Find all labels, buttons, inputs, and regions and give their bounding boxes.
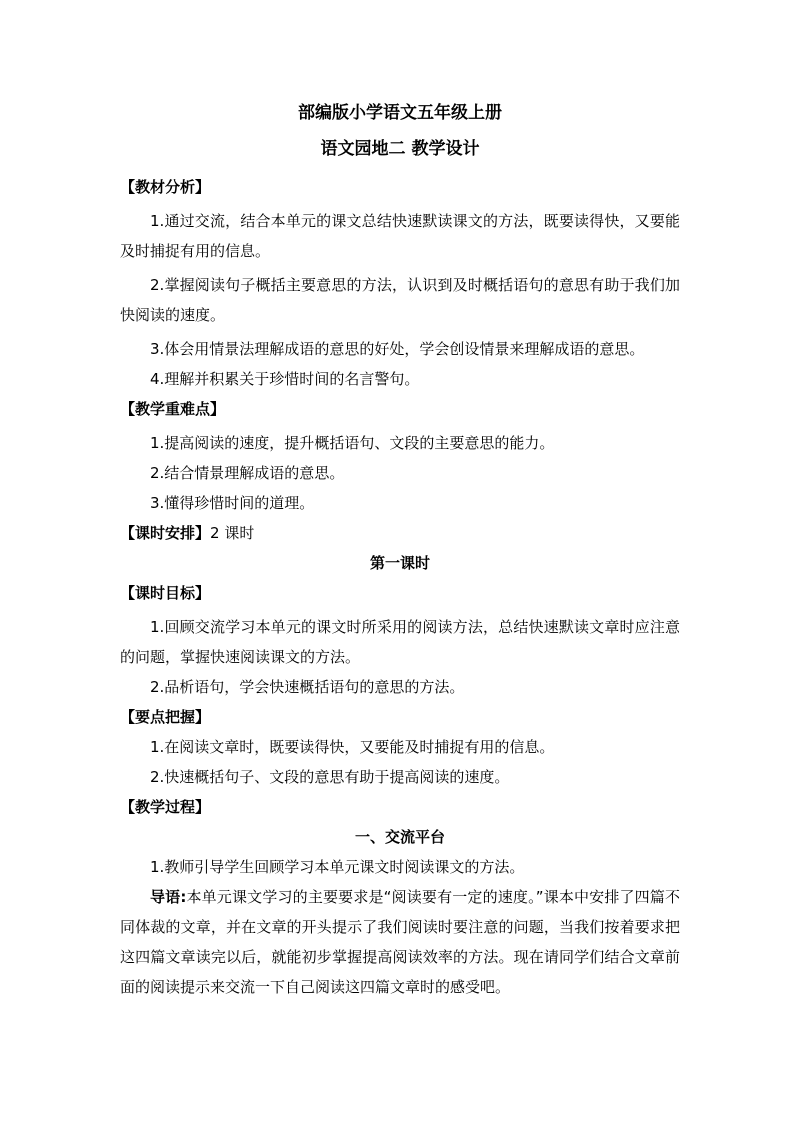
lesson-goal-item-1: 1.回顾交流学习本单元的课文时所采用的阅读方法，总结快速默读文章时应注意的问题，掌握快速阅读课文的方法。 [120, 618, 680, 666]
document-title: 部编版小学语文五年级上册 [298, 103, 502, 123]
process-step-1: 1.教师引导学生回顾学习本单元课文时阅读课文的方法。 [150, 858, 525, 876]
key-points-heading: 【教学重难点】 [120, 400, 226, 418]
part1-heading: 一、交流平台 [354, 828, 445, 846]
analysis-heading: 【教材分析】 [120, 178, 211, 196]
essentials-item-1: 1.在阅读文章时，既要读得快，又要能及时捕捉有用的信息。 [150, 738, 555, 756]
lead-paragraph [120, 882, 680, 1002]
document-subtitle: 语文园地二 教学设计 [320, 139, 480, 159]
lead-text: 本单元课文学习的主要要求是“阅读要有一定的速度。”课本中安排了四篇不同体裁的文章，并在文章的开头提示了我们阅读时要注意的问题，当我们按着要求把这四篇文章读完以后，就能初步掌握提高阅读效率的方法。现在请同学们结合文章前面的阅读提示来交流一下自己阅读这四篇文章时的感受吧。 [120, 888, 681, 996]
key-point-item-3: 3.懂得珍惜时间的道理。 [150, 494, 315, 512]
key-point-item-1: 1.提高阅读的速度，提升概括语句、文段的主要意思的能力。 [150, 434, 555, 452]
analysis-item-2: 2.掌握阅读句子概括主要意思的方法，认识到及时概括语句的意思有助于我们加快阅读的速度。 [120, 276, 680, 324]
lesson-goal-item-2: 2.品析语句，学会快速概括语句的意思的方法。 [150, 678, 465, 696]
schedule-line [120, 518, 680, 548]
key-point-item-2: 2.结合情景理解成语的意思。 [150, 464, 345, 482]
lead-label: 导语: [150, 888, 187, 906]
document-body [120, 100, 680, 1002]
analysis-item-4: 4.理解并积累关于珍惜时间的名言警句。 [150, 370, 420, 388]
process-heading: 【教学过程】 [120, 798, 211, 816]
schedule-heading: 【课时安排】 [120, 524, 211, 542]
schedule-value: 2 课时 [210, 524, 255, 542]
lesson-goals-heading: 【课时目标】 [120, 584, 211, 602]
essentials-heading: 【要点把握】 [120, 708, 211, 726]
essentials-item-2: 2.快速概括句子、文段的意思有助于提高阅读的速度。 [150, 768, 510, 786]
analysis-item-1: 1.通过交流，结合本单元的课文总结快速默读课文的方法，既要读得快，又要能及时捕捉有用的信息。 [120, 212, 680, 260]
analysis-item-3: 3.体会用情景法理解成语的意思的好处，学会创设情景来理解成语的意思。 [150, 340, 645, 358]
lesson1-heading: 第一课时 [369, 554, 430, 572]
